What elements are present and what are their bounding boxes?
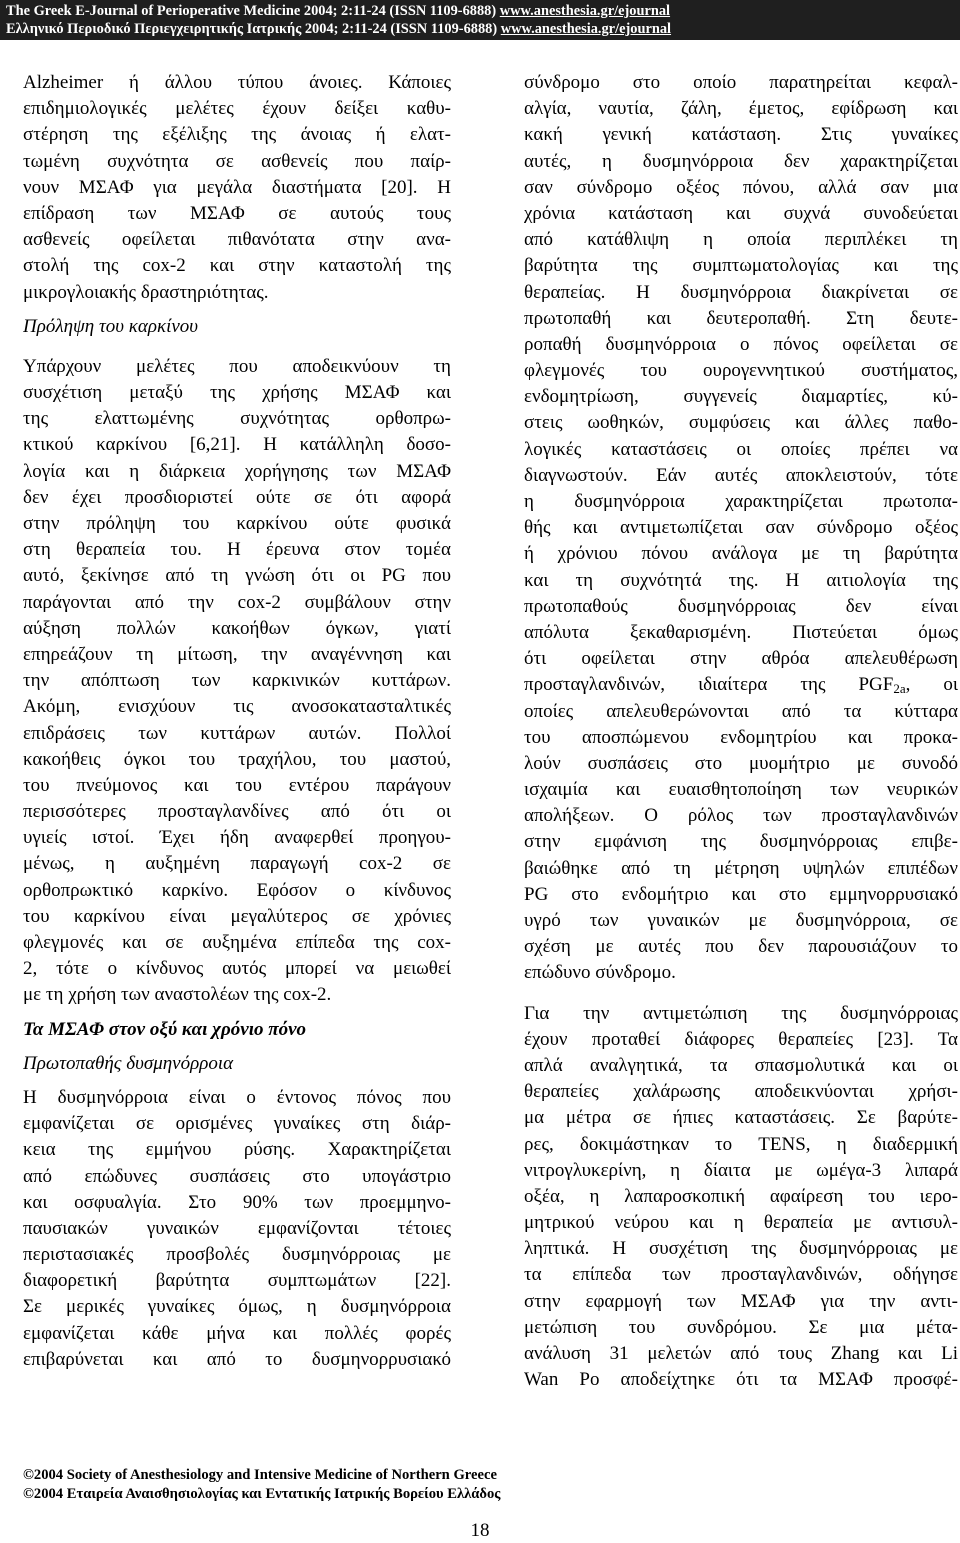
text-line: επιδράσεις των κυττάρων αυτών. Πολλοί [23, 722, 451, 744]
text-line: στη θεραπεία του. Η έρευνα στον τομέα [23, 539, 451, 561]
text-line: ορθοπρωκτικό καρκίνο. Εφόσον ο κίνδυνος [23, 879, 451, 901]
right-column [524, 70, 958, 1393]
text-line: νουν ΜΣΑΦ για μεγάλα διαστήματα [20]. Η [23, 176, 451, 198]
text-line: παυσιακών γυναικών εμφανίζονται τέτοιες [23, 1217, 451, 1239]
text-line: ληπτικά. Η συσχέτιση της δυσμηνόρροιας με [524, 1238, 958, 1260]
header-citation-gr: Ελληνικό Περιοδικό Περιεγχειρητικής Ιατρικής 2004; 2:11-24 (ISSN 1109-6888) [6, 21, 501, 37]
text-line: διαγνωστούν. Εάν αυτές αποκλειστούν, τότε [524, 464, 958, 486]
journal-header-line-english [6, 2, 670, 20]
text-line: μα μέτρα σε ήπιες καταστάσεις. Σε βαρύτε- [524, 1107, 958, 1129]
text-line: περισσότερες προσταγλανδίνες από ότι οι [23, 801, 451, 823]
copyright-greek: ©2004 Εταιρεία Αναισθησιολογίας και Εντατικής Ιατρικής Βορείου Ελλάδος [23, 1486, 501, 1502]
text-line: θεραπείες χαλάρωσης αποδεικνύονται χρήσι- [524, 1081, 958, 1103]
text-line: περιστασιακές προσβολές δυσμηνόρροιας με [23, 1244, 451, 1266]
text-line: PG στο ενδομήτριο και στο εμμηνορρυσιακό [524, 883, 958, 905]
section-heading-nsaids-pain: Τα ΜΣΑΦ στον οξύ και χρόνιο πόνο [23, 1018, 307, 1040]
text-line: της ελαττωμένης συχνότητας ορθοπρω- [23, 408, 451, 430]
left-column [23, 70, 451, 1373]
text-line: κακή γενική κατάσταση. Στις γυναίκες [524, 124, 958, 146]
text-line: ρες, δοκιμάστηκαν το TENS, η διαδερμική [524, 1133, 958, 1155]
text-line: ισχαιμία και ευαισθητοποίηση των νευρικών [524, 779, 958, 801]
text-line: αυτό, ξεκίνησε από τη γνώση ότι οι PG που [23, 565, 451, 587]
text-line: υγιείς ιστοί. Έχει ήδη αναφερθεί προηγου- [23, 827, 451, 849]
text-line: λούν συσπάσεις στο μυομήτριο με συνοδό [524, 752, 958, 774]
text-line: επώδυνο σύνδρομο. [524, 962, 676, 984]
text-line: συσχέτιση μεταξύ της χρήσης ΜΣΑΦ και [23, 382, 451, 404]
text-line: λογικές καταστάσεις οι οποίες πρέπει να [524, 438, 958, 460]
text-line: και τη συχνότητά της. Η αιτιολογία της [524, 569, 958, 591]
text-line: σχέση με αυτές που δεν παρουσιάζουν το [524, 936, 958, 958]
text-line: αυτές, η δυσμηνόρροια δεν χαρακτηρίζεται [524, 150, 958, 172]
text-line: μικρογλοιακής δραστηριότητας. [23, 281, 269, 303]
text-line: Ακόμη, ενισχύουν τις ανοσοκατασταλτικές [23, 696, 451, 718]
text-line: θεραπείας. Η δυσμηνόρροια διακρίνεται σε [524, 281, 958, 303]
text-line: απολήξεων. Ο ρόλος των προσταγλανδινών [524, 805, 958, 827]
text-line: από κατάθλιψη η οποία περιπλέκει τη [524, 229, 958, 251]
text-line: κεια της εμμήνου ρύσης. Χαρακτηρίζεται [23, 1139, 451, 1161]
text-line: θής και αντιμετωπίζεται σαν σύνδρομο οξέος [524, 517, 958, 539]
text-line: φλεγμονές του ουρογεννητικού συστήματος, [524, 360, 958, 382]
text-line-pgf2a [524, 672, 958, 698]
text-line: στεις ωοθηκών, συμφύσεις και άλλες παθο- [524, 412, 958, 434]
text-line: δεν έχει προσδιοριστεί ούτε σε ότι αφορά [23, 486, 451, 508]
text-line: του πνεύμονος και του εντέρου παράγουν [23, 774, 451, 796]
copyright-english: ©2004 Society of Anesthesiology and Intensive Medicine of Northern Greece [23, 1467, 497, 1483]
text-line: αύξηση πολλών κακοήθων όγκων, γιατί [23, 617, 451, 639]
text-line: Για την αντιμετώπιση της δυσμηνόρροιας [524, 1002, 958, 1024]
text-line: διαφορετική βαρύτητα συμπτωμάτων [22]. [23, 1270, 451, 1292]
text-line: εμφανίζεται σε ορισμένες γυναίκες στη διάρ- [23, 1113, 451, 1135]
text-line: φλεγμονές και σε αυξημένα επίπεδα της cox- [23, 932, 451, 953]
text-line: Alzheimer ή άλλου τύπου άνοιες. Κάποιες [23, 72, 451, 93]
page-number: 18 [470, 1520, 490, 1541]
journal-header-line-greek [6, 20, 671, 38]
text-line: τωμένη συχνότητα σε ασθενείς που παίρ- [23, 150, 451, 172]
text-line: επιδημιολογικές μελέτες έχουν δείξει καθυ- [23, 98, 451, 120]
pgf-line-suffix: , οι [905, 674, 958, 696]
text-line: ότι οφείλεται στην αθρόα απελευθέρωση [524, 648, 958, 670]
text-line: πρωτοπαθή και δευτεροπαθή. Στη δευτε- [524, 307, 958, 329]
text-line: Υπάρχουν μελέτες που αποδεικνύουν τη [23, 355, 451, 377]
text-line: ασθενείς οφείλεται πιθανότατα στην ανα- [23, 229, 451, 251]
text-line: η δυσμηνόρροια χαρακτηρίζεται πρωτοπα- [524, 491, 958, 512]
subsection-heading-dysmenorrhea: Πρωτοπαθής δυσμηνόρροια [23, 1052, 234, 1074]
header-citation-en: The Greek E-Journal of Perioperative Medicine 2004; 2:11-24 (ISSN 1109-6888) [6, 3, 500, 19]
text-line: από επώδυνες συσπάσεις στο υπογάστριο [23, 1165, 451, 1187]
text-line: λογία και η διάρκεια χορήγησης των ΜΣΑΦ [23, 460, 451, 482]
text-line: σύνδρομο στο οποίο παρατηρείται κεφαλ- [524, 72, 958, 93]
text-line: Η δυσμηνόρροια είναι ο έντονος πόνος που [23, 1086, 451, 1108]
text-line: την απόπτωση των καρκινικών κυττάρων. [23, 670, 451, 692]
text-line: στολή της cox-2 και στην καταστολή της [23, 255, 451, 277]
pgf-line-prefix: προσταγλανδινών, ιδιαίτερα της PGF [524, 674, 894, 696]
text-line: του καρκίνου είναι μεγαλύτερος σε χρόνιες [23, 905, 451, 927]
text-line: ανάλυση 31 μελετών από τους Zhang και Li [524, 1343, 958, 1364]
text-line: επιβαρύνεται και από το δυσμηνορρυσιακό [23, 1348, 451, 1370]
text-line: και οσφυαλγία. Στο 90% των προεμμηνο- [23, 1191, 451, 1213]
pgf-subscript: 2a [893, 681, 906, 697]
text-line: στην εφαρμογή των ΜΣΑΦ για την αντι- [524, 1290, 958, 1312]
section-heading-cancer-prevention: Πρόληψη του καρκίνου [23, 315, 199, 337]
journal-url-link[interactable]: www.anesthesia.gr/ejournal [499, 3, 671, 19]
text-line: επηρεάζουν τη μίτωση, την αναγέννηση και [23, 643, 451, 665]
text-line: στην εμφάνιση της δυσμηνόρροιας επιβε- [524, 831, 958, 853]
text-line: σαν σύνδρομο οξέος πόνου, αλλά σαν μια [524, 176, 958, 198]
text-line: ροπαθή δυσμηνόρροια ο πόνος οφείλεται σε [524, 333, 958, 355]
text-line: υγρό των γυναικών με δυσμηνόρροια, σε [524, 910, 958, 931]
text-line: ενδομητρίωση, συγγενείς διαμαρτίες, κύ- [524, 386, 958, 408]
text-line: απόλυτα ξεκαθαρισμένη. Πιστεύεται όμως [524, 621, 958, 643]
text-line: στέρηση της εξέλιξης της άνοιας ή ελατ- [23, 124, 451, 146]
text-line: οποίες απελευθερώνονται από τα κύτταρα [524, 700, 958, 722]
journal-header [0, 0, 960, 40]
text-line: μητρικού νεύρου και η θεραπεία με αντισυλ- [524, 1212, 958, 1234]
text-line: βαρύτητα της συμπτωματολογίας και της [524, 255, 958, 277]
text-line: εμφανίζεται κάθε μήνα και πολλές φορές [23, 1322, 451, 1344]
text-line: μένως, η αυξημένη παραγωγή cox-2 σε [23, 853, 451, 875]
text-line: απλά αναλγητικά, τα σπασμολυτικά και οι [524, 1054, 958, 1076]
text-line: τα επίπεδα των προσταγλανδινών, οδήγησε [524, 1264, 958, 1286]
copyright-footer [23, 1466, 500, 1504]
text-line: επίδραση των ΜΣΑΦ σε αυτούς τους [23, 202, 451, 224]
text-line: αλγία, ναυτία, ζάλη, έμετος, εφίδρωση και [524, 98, 958, 120]
text-line: 2, τότε ο κίνδυνος αυτός μπορεί να μειωθεί [23, 958, 451, 980]
text-line: στην πρόληψη του καρκίνου ούτε φυσικά [23, 513, 451, 534]
text-line: κτικού καρκίνου [6,21]. Η κατάλληλη δοσο- [23, 434, 451, 456]
text-line: πρωτοπαθούς δυσμηνόρροιας δεν είναι [524, 595, 958, 617]
text-line: του αποσπώμενου ενδομητρίου και προκα- [524, 726, 958, 748]
journal-url-link[interactable]: www.anesthesia.gr/ejournal [500, 21, 672, 37]
text-line: Σε μερικές γυναίκες όμως, η δυσμηνόρροια [23, 1296, 451, 1318]
text-line: με τη χρήση των αναστολέων της cox-2. [23, 984, 332, 1006]
text-line: οξέα, η λαπαροσκοπική αφαίρεση του ιερο- [524, 1185, 958, 1207]
text-line: Wan Po αποδείχτηκε ότι τα ΜΣΑΦ προσφέ- [524, 1369, 958, 1391]
text-line: νιτρογλυκερίνη, η δίαιτα με ωμέγα-3 λιπαρά [524, 1159, 958, 1181]
text-line: μετώπιση του συνδρόμου. Σε μια μέτα- [524, 1316, 958, 1338]
text-line: χρόνια κατάσταση και συχνά συνοδεύεται [524, 202, 958, 224]
text-line: έχουν προταθεί διάφορες θεραπείες [23]. Τα [524, 1028, 958, 1050]
text-line: κακοήθεις όγκοι του τραχήλου, του μαστού, [23, 748, 451, 770]
text-line: παράγονται από την cox-2 συμβάλουν στην [23, 591, 451, 613]
text-line: βαιώθηκε από τη μέτρηση υψηλών επιπέδων [524, 857, 958, 879]
text-line: ή χρόνιου πόνου ανάλογα με τη βαρύτητα [524, 543, 958, 565]
